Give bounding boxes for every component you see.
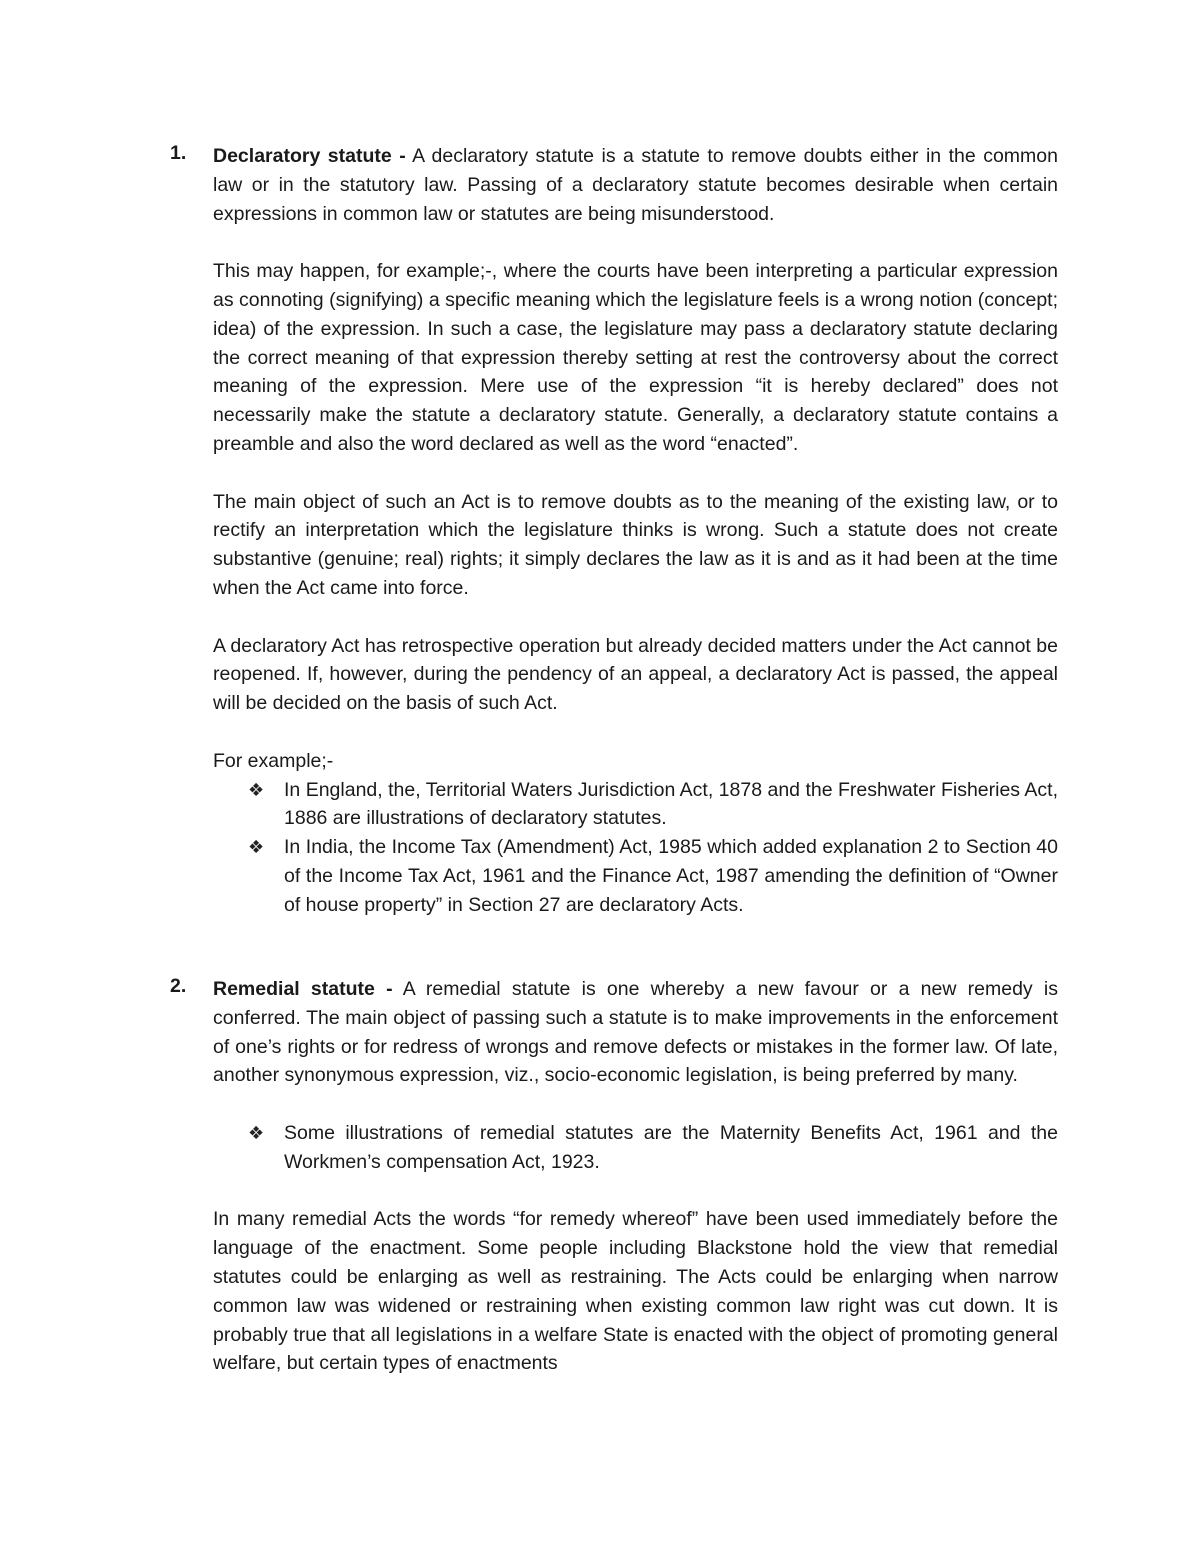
section-lead-paragraph [213, 975, 1058, 1090]
list-item-text: In England, the, Territorial Waters Jurisdiction Act, 1878 and the Freshwater Fisheries Act, 1886 are illustrations of declaratory statutes. [284, 778, 1058, 830]
section-number: 1. [170, 142, 187, 164]
list-item-text: In India, the Income Tax (Amendment) Act, 1985 which added explanation 2 to Section 40 of the Income Tax Act, 1961 and the Finance Act, 1987 amending the definition of “Owner of house property” in Section 27 are declaratory Acts. [284, 836, 1058, 916]
diamond-bullet-icon: ❖ [248, 837, 265, 858]
section-term: Declaratory statute - [213, 145, 406, 167]
paragraph: The main object of such an Act is to remove doubts as to the meaning of the existing law, or to rectify an interpretation which the legislature thinks is wrong. Such a statute does not create substantive (genuine; real) rights; it simply declares the law as it is and as it had been at the time when the Act came into force. [213, 490, 1058, 599]
section-declaratory-statute [170, 142, 1058, 920]
example-intro: For example;- [213, 749, 334, 772]
paragraph: This may happen, for example;-, where the courts have been interpreting a particular expression as connoting (signifying) a specific meaning which the legislature feels is a wrong notion (concept; idea) of the expression. In such a case, the legislature may pass a declaratory statute declaring the correct meaning of that expression thereby setting at rest the controversy about the correct meaning of the expression. Mere use of the expression “it is hereby declared” does not necessarily make the statute a declaratory statute. Generally, a declaratory statute contains a preamble and also the word declared as well as the word “enacted”. [213, 260, 1058, 455]
list-item [213, 776, 1058, 834]
list-item-text: Some illustrations of remedial statutes are the Maternity Benefits Act, 1961 and the Workmen’s compensation Act, 1923. [284, 1121, 1058, 1173]
diamond-bullet-icon: ❖ [248, 1122, 265, 1143]
diamond-bullet-icon: ❖ [248, 779, 265, 800]
paragraph: A declaratory Act has retrospective operation but already decided matters under the Act cannot be reopened. If, however, during the pendency of an appeal, a declaratory Act is passed, the appeal will be decided on the basis of such Act. [213, 634, 1058, 715]
section-number: 2. [170, 975, 187, 997]
section-lead-text: A declaratory statute is a statute to remove doubts either in the common law or in the statutory law. Passing of a declaratory statute becomes desirable when certain expressions in common law or statutes are being misunderstood. [213, 145, 1058, 225]
list-item [213, 833, 1058, 919]
illustration-list [213, 1119, 1058, 1177]
section-term: Remedial statute - [213, 978, 393, 1000]
section-lead-paragraph [213, 142, 1058, 228]
example-list [213, 776, 1058, 920]
section-body [213, 975, 1058, 1378]
paragraph: In many remedial Acts the words “for remedy whereof” have been used immediately before the language of the enactment. Some people including Blackstone hold the view that remedial statutes could be enlarging as well as restraining. The Acts could be enlarging when narrow common law was widened or restraining when existing common law right was cut down. It is probably true that all legislations in a welfare State is enacted with the object of promoting general welfare, but certain types of enactments [213, 1208, 1058, 1375]
section-remedial-statute [170, 975, 1058, 1378]
section-body [213, 142, 1058, 920]
section-lead-text: A remedial statute is one whereby a new favour or a new remedy is conferred. The main object of passing such a statute is to make improvements in the enforcement of one’s rights or for redress of wrongs and remove defects or mistakes in the former law. Of late, another synonymous expression, viz., socio-economic legislation, is being preferred by many. [213, 978, 1058, 1087]
list-item [213, 1119, 1058, 1177]
